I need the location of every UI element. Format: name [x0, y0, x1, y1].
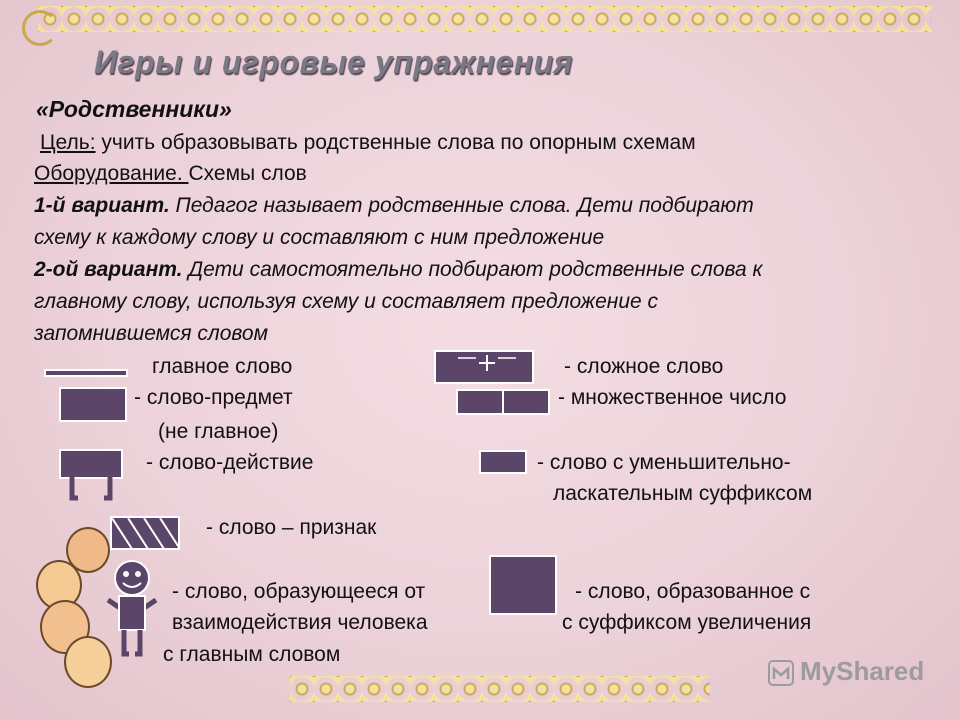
interaction-label-1: - слово, образующееся от: [172, 580, 426, 603]
goal-line: [40, 131, 696, 155]
main-word-label: главное слово: [152, 355, 293, 378]
diminutive-scheme: [479, 450, 527, 474]
verb-label: - слово-действие: [146, 451, 314, 474]
equipment-text: Схемы слов: [188, 162, 307, 185]
variant2-label: 2-ой вариант.: [34, 258, 183, 281]
verb-legs-icon: [62, 476, 124, 504]
variant2-line2: главному слову, используя схему и составляет предложение с: [34, 290, 659, 313]
variant1-label: 1-й вариант.: [34, 194, 170, 217]
decorative-curl: [22, 10, 58, 46]
augment-label-2: с суффиксом увеличения: [562, 611, 812, 634]
plural-scheme-right: [502, 389, 550, 415]
variant1-text1: Педагог называет родственные слова. Дети подбирают: [169, 194, 754, 217]
game-name: «Родственники»: [36, 96, 232, 122]
main-word-scheme: [44, 369, 128, 377]
augment-scheme: [489, 555, 557, 615]
decorative-border-top: [38, 6, 932, 32]
compound-word-label: - сложное слово: [564, 355, 724, 378]
adjective-scheme: [110, 516, 180, 550]
variant1-line1: [34, 194, 754, 218]
verb-scheme: [59, 449, 123, 479]
slide-title: Игры и игровые упражнения: [94, 44, 573, 80]
equipment-line: [34, 162, 307, 186]
variant2-line3: запомнившемся словом: [34, 322, 268, 345]
myshared-logo-icon: [768, 660, 794, 686]
person-icon: [102, 558, 162, 664]
child-face-icon: [64, 636, 112, 688]
plus-icon: [436, 352, 532, 382]
diminutive-label-1: - слово с уменьшительно-: [537, 451, 791, 474]
compound-word-scheme: [434, 350, 534, 384]
variant2-text1: Дети самостоятельно подбирают родственные слова к: [182, 258, 763, 281]
goal-label: Цель:: [40, 131, 96, 154]
plural-label: - множественное число: [558, 386, 787, 409]
interaction-label-3: с главным словом: [163, 643, 341, 666]
noun-note: (не главное): [158, 420, 279, 443]
adjective-label: - слово – признак: [206, 516, 377, 539]
equipment-label: Оборудование.: [34, 162, 189, 185]
plural-scheme-left: [456, 389, 504, 415]
hatch-icon: [112, 518, 180, 550]
variant1-line2: схему к каждому слову и составляют с ним предложение: [34, 226, 605, 249]
interaction-label-2: взаимодействия человека: [172, 611, 428, 634]
augment-label-1: - слово, образованное с: [575, 580, 811, 603]
variant2-line1: [34, 258, 762, 282]
goal-text: учить образовывать родственные слова по опорным схемам: [95, 131, 696, 154]
noun-label: - слово-предмет: [134, 386, 293, 409]
decorative-border-bottom: [290, 676, 710, 702]
noun-scheme: [59, 387, 127, 422]
diminutive-label-2: ласкательным суффиксом: [553, 482, 813, 505]
watermark: MyShared: [800, 656, 925, 686]
